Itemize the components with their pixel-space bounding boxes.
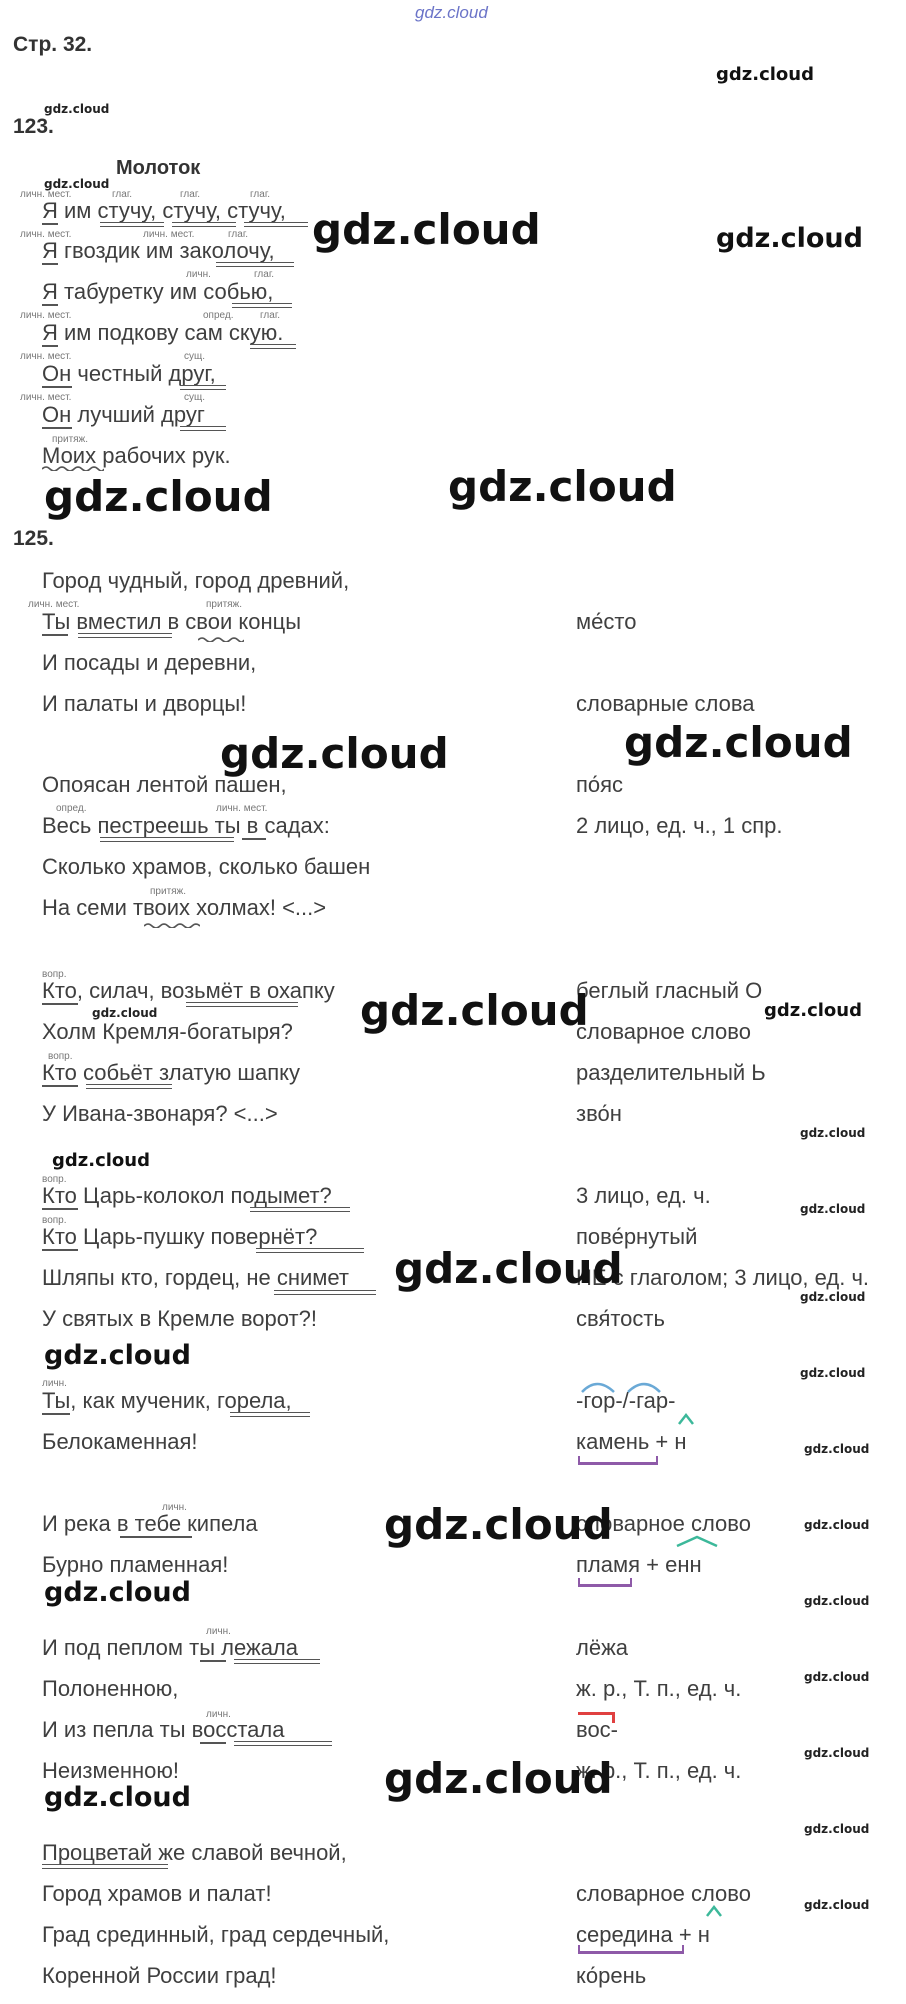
predicate-underline	[232, 303, 292, 308]
poem-line: Шляпы кто, гордец, не снимет	[42, 1265, 349, 1290]
pos-label: притяж.	[206, 599, 243, 610]
pos-label: личн. мест.	[20, 229, 72, 240]
note: свя́тость	[576, 1306, 665, 1331]
subject-underline	[42, 1003, 78, 1005]
poem-line: Коренной России град!	[42, 1963, 277, 1988]
note: по́яс	[576, 772, 624, 797]
exercise-125-number: 125.	[13, 527, 54, 550]
pos-label: личн. мест.	[20, 310, 72, 321]
predicate-underline	[234, 1659, 320, 1664]
predicate-underline	[250, 1207, 350, 1212]
subject-underline	[42, 427, 72, 429]
poem-line: И посады и деревни,	[42, 650, 257, 675]
watermark: gdz.cloud	[360, 986, 589, 1035]
poem-line: Ты вместил в свои концы	[42, 609, 302, 634]
poem-title: Молоток	[116, 157, 201, 179]
predicate-underline	[216, 262, 294, 267]
poem-line: Моих рабочих рук.	[42, 443, 231, 468]
suffix-caret-mark	[676, 1412, 696, 1426]
predicate-underline	[100, 837, 234, 842]
watermark: gdz.cloud	[384, 1754, 613, 1803]
subject-underline	[42, 1249, 78, 1251]
subject-underline	[42, 1208, 78, 1210]
poem-line: Весь пестреешь ты в садах:	[42, 813, 330, 838]
predicate-underline	[186, 1002, 298, 1007]
poem-line: Кто собьёт златую шапку	[42, 1060, 300, 1085]
poem-line: Процветай же славой вечной,	[42, 1840, 347, 1865]
note: ко́рень	[576, 1963, 647, 1988]
watermark: gdz.cloud	[800, 1126, 866, 1140]
poem-line: И под пеплом ты лежала	[42, 1635, 299, 1660]
watermark: gdz.cloud	[384, 1500, 613, 1549]
subject-underline	[42, 263, 58, 265]
predicate-underline	[42, 1864, 168, 1869]
watermark: gdz.cloud	[44, 472, 273, 521]
watermark: gdz.cloud	[394, 1244, 623, 1293]
note: 2 лицо, ед. ч., 1 спр.	[576, 813, 783, 838]
pos-label: опред.	[56, 803, 87, 814]
subject-underline	[42, 223, 58, 225]
note: середина + н	[576, 1922, 710, 1947]
poem-line: Кто Царь-колокол подымет?	[42, 1183, 332, 1208]
note: НЕ с глаголом; 3 лицо, ед. ч.	[576, 1265, 870, 1290]
poem-line: И палаты и дворцы!	[42, 691, 247, 716]
poem-line: И река в тебе кипела	[42, 1511, 258, 1536]
subject-underline	[42, 634, 68, 636]
poem-line: У Ивана-звонаря? <...>	[42, 1101, 278, 1126]
pos-label: глаг.	[228, 229, 249, 240]
note: словарное слово	[576, 1019, 751, 1044]
page-label: Стр. 32.	[13, 33, 93, 56]
poem-line: Ты, как мученик, горела,	[42, 1388, 292, 1413]
pos-label: личн.	[206, 1709, 231, 1720]
pos-label: глаг.	[260, 310, 281, 321]
pos-label: глаг.	[250, 189, 271, 200]
pos-label: сущ.	[184, 392, 206, 403]
watermark: gdz.cloud	[44, 102, 110, 116]
pos-label: глаг.	[180, 189, 201, 200]
circumstance-underline	[120, 1536, 142, 1538]
poem-line: Он лучший друг	[42, 402, 205, 427]
watermark: gdz.cloud	[44, 1340, 191, 1371]
poem-line: Опоясан лентой пашен,	[42, 772, 287, 797]
watermark: gdz.cloud	[52, 1150, 150, 1171]
watermark: gdz.cloud	[44, 1782, 191, 1813]
predicate-underline	[180, 385, 226, 390]
pos-label: вопр.	[48, 1051, 73, 1062]
watermark: gdz.cloud	[804, 1442, 870, 1456]
circumstance-underline	[142, 1536, 192, 1538]
watermark: gdz.cloud	[764, 1000, 862, 1021]
watermark: gdz.cloud	[800, 1290, 866, 1304]
note: зво́н	[576, 1101, 622, 1126]
pos-label: вопр.	[42, 1174, 67, 1185]
subject-underline	[42, 1413, 70, 1415]
watermark: gdz.cloud	[312, 205, 541, 254]
poem-line: Я им стучу, стучу, стучу,	[42, 198, 286, 223]
watermark: gdz.cloud	[800, 1202, 866, 1216]
predicate-underline	[250, 344, 296, 349]
note: пове́рнутый	[576, 1224, 698, 1249]
watermark: gdz.cloud	[220, 729, 449, 778]
poem-line: Я табуретку им собью,	[42, 279, 274, 304]
note: вос-	[576, 1717, 619, 1742]
predicate-underline	[234, 1741, 332, 1746]
pos-label: личн. мест.	[216, 803, 268, 814]
watermark: gdz.cloud	[804, 1670, 870, 1684]
note: словарное слово	[576, 1881, 751, 1906]
predicate-underline	[180, 426, 226, 431]
exercise-123-number: 123.	[13, 115, 54, 138]
watermark: gdz.cloud	[716, 223, 863, 254]
root-arc-marks	[578, 1376, 670, 1394]
note: словарное слово	[576, 1511, 751, 1536]
ending-box-mark	[578, 1945, 684, 1954]
watermark: gdz.cloud	[804, 1822, 870, 1836]
poem-line: Полоненною,	[42, 1676, 179, 1701]
poem-line: Город храмов и палат!	[42, 1881, 272, 1906]
subject-underline	[242, 838, 266, 840]
poem-line: Белокаменная!	[42, 1429, 198, 1454]
wavy-underline	[198, 636, 244, 642]
watermark: gdz.cloud	[92, 1006, 158, 1020]
pos-label: личн. мест.	[20, 189, 72, 200]
predicate-underline	[78, 633, 172, 638]
subject-underline	[200, 1660, 226, 1662]
predicate-underline	[172, 222, 236, 227]
predicate-underline	[100, 222, 164, 227]
predicate-underline	[244, 222, 308, 227]
predicate-underline	[274, 1290, 376, 1295]
pos-label: личн. мест.	[28, 599, 80, 610]
suffix-caret-mark	[674, 1534, 720, 1548]
pos-label: личн. мест.	[20, 351, 72, 362]
watermark: gdz.cloud	[624, 718, 853, 767]
ending-box-mark	[578, 1578, 632, 1587]
pos-label: вопр.	[42, 1215, 67, 1226]
note: ж. р., Т. п., ед. ч.	[576, 1676, 742, 1701]
poem-line: Кто Царь-пушку повернёт?	[42, 1224, 318, 1249]
poem-line: На семи твоих холмах! <...>	[42, 895, 327, 920]
predicate-underline	[230, 1412, 310, 1417]
poem-line: Град срединный, град сердечный,	[42, 1922, 390, 1947]
watermark: gdz.cloud	[44, 1577, 191, 1608]
pos-label: притяж.	[150, 886, 187, 897]
note: -гор-/-гар-	[576, 1388, 676, 1413]
poem-line: Кто, силач, возьмёт в охапку	[42, 978, 335, 1003]
wavy-underline	[42, 465, 104, 471]
pos-label: глаг.	[112, 189, 133, 200]
note: камень + н	[576, 1429, 687, 1454]
watermark: gdz.cloud	[804, 1898, 870, 1912]
wavy-underline	[144, 922, 200, 928]
subject-underline	[42, 304, 58, 306]
watermark: gdz.cloud	[804, 1746, 870, 1760]
poem-line: Я гвоздик им заколочу,	[42, 238, 275, 263]
watermark: gdz.cloud	[800, 1366, 866, 1380]
predicate-underline	[86, 1084, 172, 1089]
pos-label: личн.	[206, 1626, 231, 1637]
pos-label: личн.	[186, 269, 211, 280]
note: ме́сто	[576, 609, 637, 634]
note: пламя + енн	[576, 1552, 702, 1577]
watermark: gdz.cloud	[804, 1594, 870, 1608]
subject-underline	[42, 386, 72, 388]
subject-underline	[42, 345, 58, 347]
poem-line: Холм Кремля-богатыря?	[42, 1019, 293, 1044]
poem-line: И из пепла ты восстала	[42, 1717, 285, 1742]
poem-line: Он честный друг,	[42, 361, 216, 386]
pos-label: личн.	[42, 1378, 67, 1389]
pos-label: вопр.	[42, 969, 67, 980]
subject-underline	[42, 1085, 78, 1087]
pos-label: глаг.	[254, 269, 275, 280]
poem-line: Бурно пламенная!	[42, 1552, 229, 1577]
pos-label: личн. мест.	[20, 392, 72, 403]
poem-line: Я им подкову сам скую.	[42, 320, 284, 345]
note: разделительный Ь	[576, 1060, 766, 1085]
poem-line: У святых в Кремле ворот?!	[42, 1306, 317, 1331]
ending-box-mark	[578, 1456, 658, 1465]
watermark: gdz.cloud	[716, 64, 814, 85]
note: словарные слова	[576, 691, 755, 716]
poem-line: Город чудный, город древний,	[42, 568, 350, 593]
watermark: gdz.cloud	[448, 462, 677, 511]
subject-underline	[200, 1742, 226, 1744]
note: 3 лицо, ед. ч.	[576, 1183, 711, 1208]
prefix-mark	[578, 1712, 615, 1723]
watermark: gdz.cloud	[804, 1518, 870, 1532]
note: беглый гласный О	[576, 978, 763, 1003]
site-header-watermark: gdz.cloud	[415, 3, 488, 22]
pos-label: притяж.	[52, 434, 89, 445]
predicate-underline	[256, 1248, 364, 1253]
pos-label: опред.	[203, 310, 234, 321]
note: лёжа	[576, 1635, 629, 1660]
pos-label: личн. мест.	[143, 229, 195, 240]
pos-label: сущ.	[184, 351, 206, 362]
poem-line: Сколько храмов, сколько башен	[42, 854, 371, 879]
watermark: gdz.cloud	[44, 177, 110, 191]
note: ж. р., Т. п., ед. ч.	[576, 1758, 742, 1783]
suffix-caret-mark	[704, 1904, 724, 1918]
pos-label: личн.	[162, 1502, 187, 1513]
poem-line: Неизменною!	[42, 1758, 180, 1783]
